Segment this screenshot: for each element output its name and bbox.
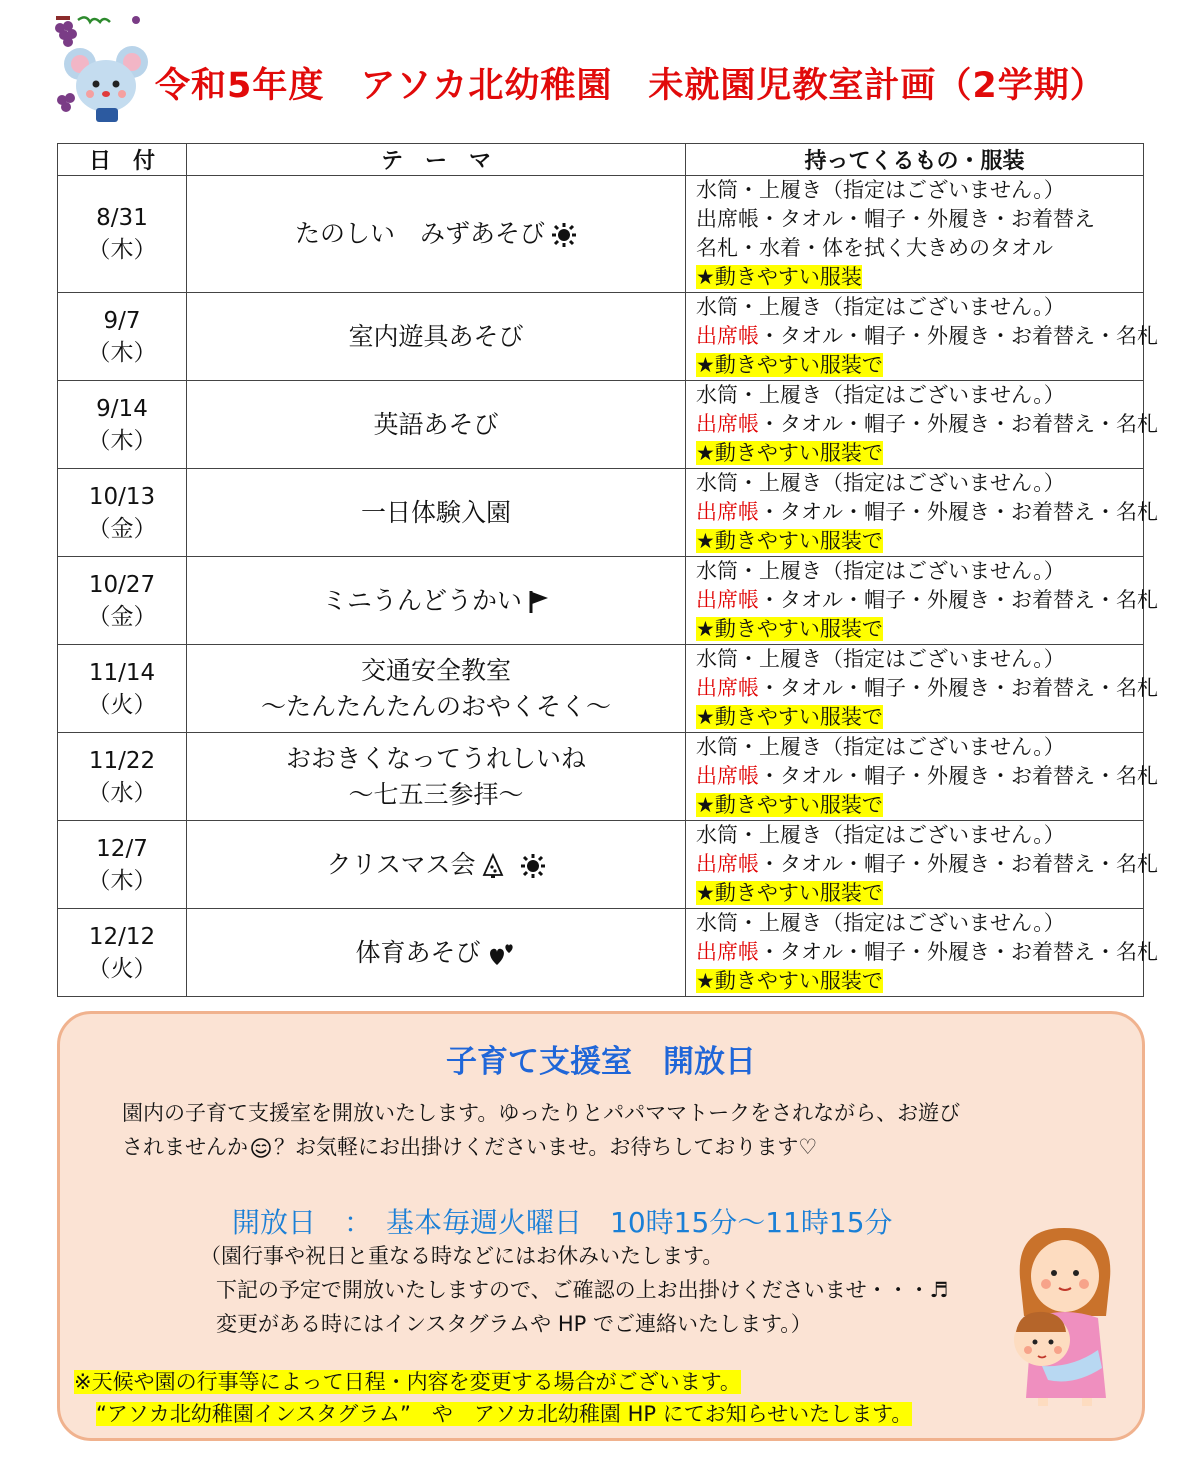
support-body-line: ？お気軽にお出掛けくださいませ。お待ちしております♡ [274, 1135, 818, 1159]
items-cell [686, 733, 1158, 821]
theme-text: 一日体験入園 [360, 497, 511, 527]
clothing-note: ★動きやすい服装 [696, 265, 862, 289]
table-row [58, 557, 1144, 645]
items-line: 水筒・上履き（指定はございません。） [696, 471, 1065, 495]
table-row [58, 293, 1144, 381]
items-cell [686, 381, 1158, 469]
attendance-book-label: 出席帳 [696, 412, 759, 436]
weekday: （木） [87, 339, 157, 366]
date: 9/7 [103, 307, 141, 334]
table-header-row [58, 144, 1144, 176]
date-cell [58, 645, 187, 733]
items-line: ・タオル・帽子・外履き・お着替え・名札 [759, 500, 1158, 524]
weekday: （水） [87, 779, 157, 806]
clothing-note: ★動きやすい服装で [696, 969, 883, 993]
theme-subtitle: ～七五三参拝～ [348, 779, 524, 809]
attendance-book-label: 出席帳 [696, 500, 759, 524]
items-line: 水筒・上履き（指定はございません。） [696, 559, 1065, 583]
attendance-book-label: 出席帳 [696, 852, 759, 876]
date: 10/13 [88, 483, 156, 510]
clothing-note: ★動きやすい服装で [696, 353, 883, 377]
attendance-book-label: 出席帳 [696, 676, 759, 700]
attendance-book-label: 出席帳 [696, 588, 759, 612]
table-row [58, 909, 1144, 997]
date-cell [58, 821, 187, 909]
table-row [58, 469, 1144, 557]
date: 8/31 [96, 205, 148, 231]
clothing-note: ★動きやすい服装で [696, 881, 883, 905]
open-day-schedule: 開放日 ： 基本毎週火曜日 10時15分～11時15分 [232, 1206, 893, 1239]
items-line: 水筒・上履き（指定はございません。） [696, 647, 1065, 671]
theme-text: 体育あそび [355, 937, 481, 967]
childcare-support-panel [57, 1011, 1145, 1441]
table-row [58, 821, 1144, 909]
theme-cell [187, 645, 686, 733]
weekday: （木） [87, 867, 157, 894]
date-cell [58, 176, 187, 293]
items-line: 名札・水着・体を拭く大きめのタオル [696, 236, 1053, 260]
hearts-icon [487, 941, 517, 967]
items-line: 水筒・上履き（指定はございません。） [696, 295, 1065, 319]
support-body-line: 園内の子育て支援室を開放いたします。ゆったりとパパママトークをされながら、お遊び [122, 1101, 961, 1125]
date: 11/22 [88, 747, 156, 774]
attendance-book-label: 出席帳 [696, 764, 759, 788]
theme-cell [187, 909, 686, 997]
theme-cell [187, 733, 686, 821]
items-line: ・タオル・帽子・外履き・お着替え・名札 [759, 588, 1158, 612]
items-line: ・タオル・帽子・外履き・お着替え・名札 [759, 852, 1158, 876]
items-line: ・タオル・帽子・外履き・お着替え・名札 [759, 676, 1158, 700]
support-body-line: されませんか [122, 1135, 248, 1159]
date-cell [58, 557, 187, 645]
table-row [58, 381, 1144, 469]
schedule-table [57, 143, 1158, 997]
theme-text: 室内遊具あそび [348, 321, 524, 351]
theme-text: たのしい みずあそび [294, 219, 545, 248]
note-line: 変更がある時にはインスタグラムや HP でご連絡いたします。） [216, 1312, 812, 1336]
theme-cell [187, 293, 686, 381]
clothing-note: ★動きやすい服装で [696, 705, 883, 729]
sun-icon [551, 222, 577, 248]
items-line: ・タオル・帽子・外履き・お着替え・名札 [759, 324, 1158, 348]
date: 12/12 [88, 923, 156, 950]
theme-cell [187, 176, 686, 293]
items-line: ・タオル・帽子・外履き・お着替え・名札 [759, 940, 1158, 964]
date: 10/27 [88, 571, 156, 598]
table-row [58, 176, 1144, 293]
weekday: （金） [87, 603, 157, 630]
table-row [58, 645, 1144, 733]
theme-subtitle: ～たんたんたんのおやくそく～ [260, 691, 611, 721]
theme-text: クリスマス会 [326, 849, 476, 879]
attendance-book-label: 出席帳 [696, 940, 759, 964]
items-line: 水筒・上履き（指定はございません。） [696, 383, 1065, 407]
attendance-book-label: 出席帳 [696, 324, 759, 348]
items-cell [686, 557, 1158, 645]
date: 11/14 [88, 659, 156, 686]
clothing-note: ★動きやすい服装で [696, 441, 883, 465]
theme-cell [187, 821, 686, 909]
change-notice-line: ※天候や園の行事等によって日程・内容を変更する場合がございます。 [74, 1370, 741, 1394]
support-title: 子育て支援室 開放日 [446, 1044, 756, 1080]
items-cell [686, 645, 1158, 733]
items-cell [686, 293, 1158, 381]
note-line: 下記の予定で開放いたしますので、ご確認の上お出掛けくださいませ・・・♬ [216, 1278, 949, 1302]
date: 9/14 [96, 395, 148, 422]
weekday: （木） [87, 237, 157, 263]
theme-cell [187, 469, 686, 557]
table-row [58, 733, 1144, 821]
weekday: （金） [87, 515, 157, 542]
date-cell [58, 469, 187, 557]
weekday: （火） [87, 691, 157, 718]
theme-text: 英語あそび [373, 409, 499, 439]
items-line: 出席帳・タオル・帽子・外履き・お着替え [696, 207, 1095, 231]
items-cell [686, 469, 1158, 557]
header-theme: テ ー マ [187, 144, 686, 176]
date-cell [58, 909, 187, 997]
note-line: （園行事や祝日と重なる時などにはお休みいたします。 [200, 1244, 724, 1268]
theme-text: 交通安全教室 [360, 655, 511, 685]
mother-baby-illustration [1002, 1218, 1132, 1408]
page-title: 令和5年度 アソカ北幼稚園 未就園児教室計画（2学期） [155, 66, 1106, 106]
theme-text: おおきくなってうれしいね [285, 743, 586, 773]
christmas-tree-icon [482, 853, 504, 879]
items-cell [686, 176, 1144, 293]
mouse-mascot-illustration [48, 14, 158, 124]
items-cell [686, 909, 1158, 997]
date-cell [58, 733, 187, 821]
open-day-note [200, 1239, 948, 1341]
clothing-note: ★動きやすい服装で [696, 617, 883, 641]
smiley-icon [250, 1137, 272, 1159]
items-line: ・タオル・帽子・外履き・お着替え・名札 [759, 412, 1158, 436]
clothing-note: ★動きやすい服装で [696, 529, 883, 553]
weekday: （木） [87, 427, 157, 454]
header-items: 持ってくるもの・服装 [686, 144, 1144, 176]
support-description [122, 1096, 960, 1164]
date-cell [58, 381, 187, 469]
change-notice-line: “アソカ北幼稚園インスタグラム” や アソカ北幼稚園 HP にてお知らせいたします。 [96, 1402, 913, 1426]
header-date: 日 付 [58, 144, 187, 176]
items-line: 水筒・上履き（指定はございません。） [696, 178, 1065, 202]
theme-text: ミニうんどうかい [321, 585, 522, 615]
change-notice [74, 1366, 912, 1430]
date-cell [58, 293, 187, 381]
items-cell [686, 821, 1158, 909]
weekday: （火） [87, 955, 157, 982]
flag-icon [528, 589, 550, 615]
theme-cell [187, 557, 686, 645]
date: 12/7 [96, 835, 148, 862]
items-line: ・タオル・帽子・外履き・お着替え・名札 [759, 764, 1158, 788]
items-line: 水筒・上履き（指定はございません。） [696, 823, 1065, 847]
clothing-note: ★動きやすい服装で [696, 793, 883, 817]
theme-cell [187, 381, 686, 469]
items-line: 水筒・上履き（指定はございません。） [696, 911, 1065, 935]
sun-icon [520, 853, 546, 879]
items-line: 水筒・上履き（指定はございません。） [696, 735, 1065, 759]
